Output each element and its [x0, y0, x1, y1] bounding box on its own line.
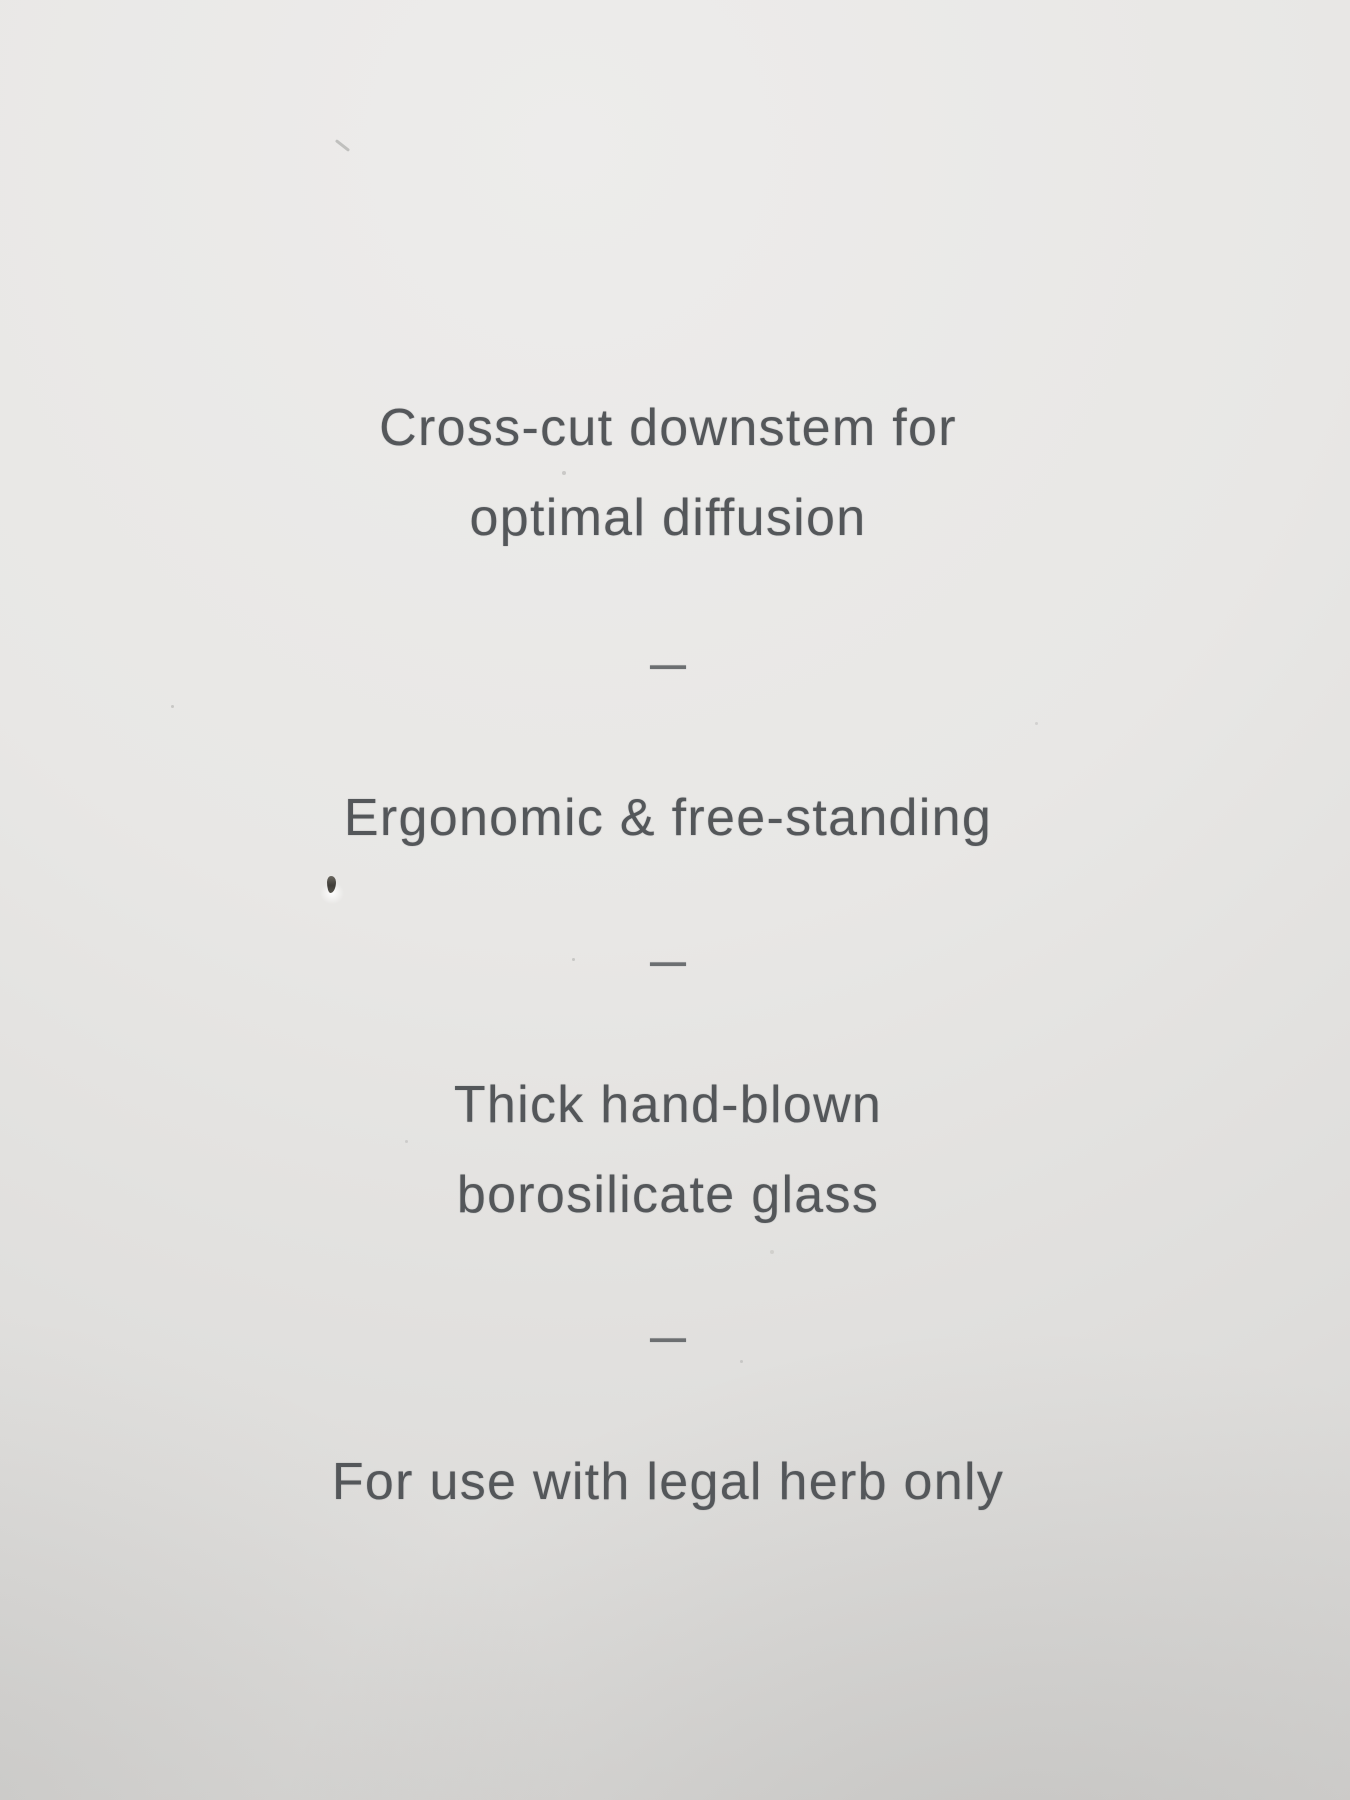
- section-divider-dash: —: [650, 644, 686, 685]
- feature-line-crosscut-downstem: Cross-cut downstem for: [379, 399, 957, 457]
- feature-line-thick-handblown: Thick hand-blown: [453, 1076, 883, 1134]
- paper-speck: [740, 1360, 743, 1363]
- paper-speck: [562, 471, 566, 475]
- feature-line-optimal-diffusion: optimal diffusion: [469, 489, 867, 547]
- paper-speck: [770, 1250, 774, 1254]
- paper-speck: [1035, 722, 1038, 725]
- feature-line-borosilicate-glass: borosilicate glass: [456, 1166, 880, 1224]
- section-divider-dash: —: [650, 1317, 686, 1358]
- section-divider-dash: —: [650, 941, 686, 982]
- paper-scratch: [335, 139, 350, 152]
- feature-line-legal-herb-only: For use with legal herb only: [331, 1453, 1005, 1511]
- feature-line-ergonomic: Ergonomic & free-standing: [343, 789, 993, 847]
- paper-speck: [405, 1140, 408, 1143]
- paper-speck: [171, 705, 174, 708]
